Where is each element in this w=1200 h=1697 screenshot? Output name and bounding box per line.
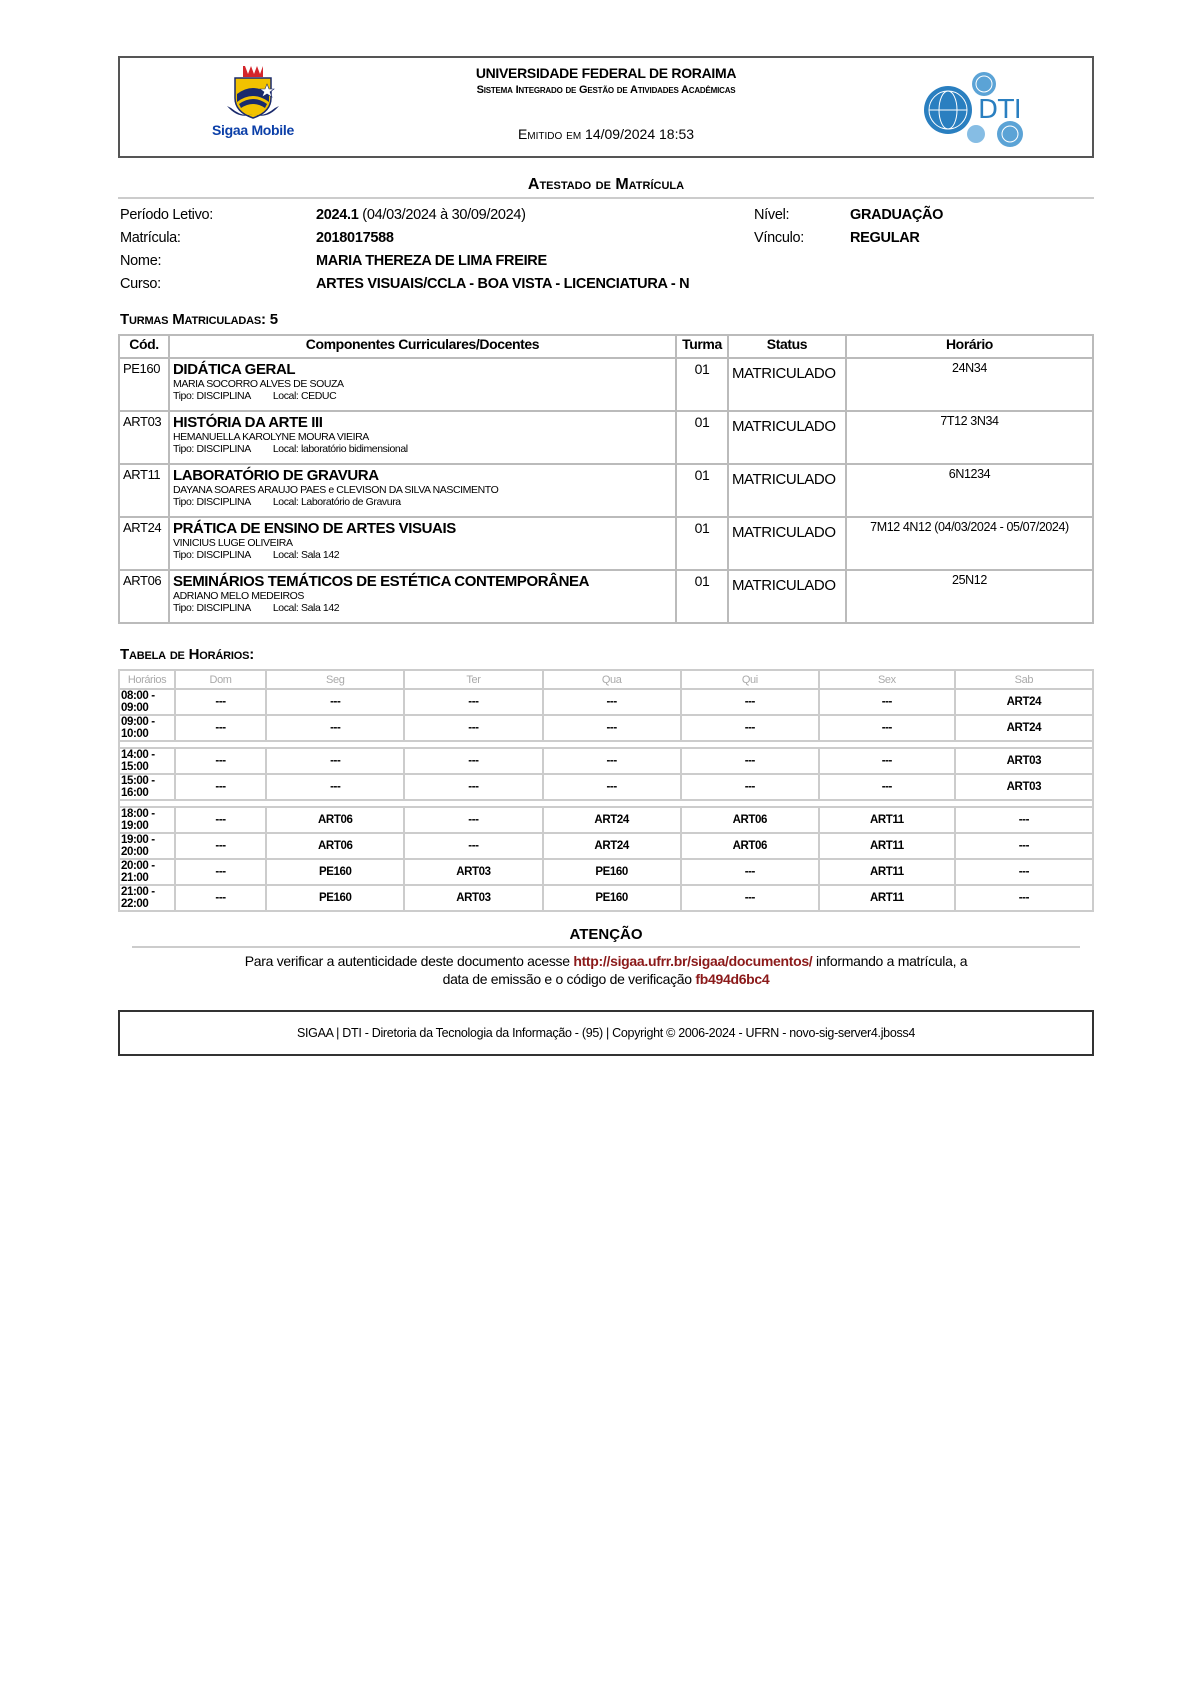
horarios-row	[119, 807, 1093, 833]
schedule-cell: ---	[681, 715, 819, 741]
horarios-row	[119, 859, 1093, 885]
schedule-cell: ---	[266, 774, 404, 800]
componente-name: DIDÁTICA GERAL	[173, 361, 296, 378]
turma-number: 01	[676, 358, 728, 411]
turma-status: MATRICULADO	[728, 358, 846, 411]
document-header	[118, 56, 1094, 158]
schedule-cell: ---	[681, 885, 819, 911]
periodo-value: 2024.1 (04/03/2024 à 30/09/2024)	[316, 207, 526, 223]
schedule-cell: ---	[955, 833, 1093, 859]
turma-horario: 7T12 3N34	[846, 411, 1093, 464]
turma-horario: 24N34	[846, 358, 1093, 411]
schedule-cell: PE160	[266, 859, 404, 885]
app-name: Sigaa Mobile	[212, 122, 294, 138]
schedule-cell: PE160	[543, 859, 681, 885]
componente-docente: HEMANUELLA KAROLYNE MOURA VIEIRA	[173, 431, 369, 443]
periodo-label: Período Letivo:	[120, 207, 214, 223]
schedule-cell: ART03	[955, 774, 1093, 800]
schedule-cell: ART11	[819, 859, 955, 885]
col-turma: Turma	[676, 335, 728, 358]
turma-cod: ART03	[119, 411, 169, 464]
attention-title: ATENÇÃO	[569, 926, 643, 943]
time-slot: 15:00 - 16:00	[119, 774, 175, 800]
schedule-cell: ---	[175, 885, 266, 911]
verification-link[interactable]: http://sigaa.ufrr.br/sigaa/documentos/	[573, 953, 813, 969]
schedule-cell: ART06	[266, 807, 404, 833]
turma-componente	[169, 411, 676, 464]
turma-componente	[169, 570, 676, 623]
separator-cell	[119, 800, 1093, 807]
schedule-cell: ---	[266, 689, 404, 715]
schedule-cell: ART06	[266, 833, 404, 859]
horarios-row	[119, 833, 1093, 859]
turma-number: 01	[676, 411, 728, 464]
col-cod: Cód.	[119, 335, 169, 358]
schedule-cell: PE160	[543, 885, 681, 911]
turma-cod: ART24	[119, 517, 169, 570]
col-componentes: Componentes Curriculares/Docentes	[169, 335, 676, 358]
componente-name: LABORATÓRIO DE GRAVURA	[173, 467, 379, 484]
horarios-row	[119, 689, 1093, 715]
schedule-cell: ---	[681, 748, 819, 774]
turma-row	[119, 358, 1093, 411]
vinculo-label: Vínculo:	[754, 230, 804, 246]
col-sab: Sab	[955, 670, 1093, 689]
schedule-cell: ---	[819, 689, 955, 715]
schedule-cell: ART06	[681, 807, 819, 833]
turma-number: 01	[676, 517, 728, 570]
time-slot: 19:00 - 20:00	[119, 833, 175, 859]
col-horario: Horário	[846, 335, 1093, 358]
nivel-label: Nível:	[754, 207, 790, 223]
col-status: Status	[728, 335, 846, 358]
schedule-cell: ---	[175, 774, 266, 800]
horarios-title: Tabela de Horários:	[120, 646, 255, 663]
componente-meta: Tipo: DISCIPLINA Local: CEDUC	[173, 390, 337, 402]
componente-docente: ADRIANO MELO MEDEIROS	[173, 590, 305, 602]
schedule-cell: ART24	[543, 807, 681, 833]
horarios-row	[119, 748, 1093, 774]
student-info	[118, 205, 1094, 297]
schedule-cell: ---	[175, 833, 266, 859]
document-page	[118, 56, 1094, 1056]
schedule-cell: ---	[404, 833, 542, 859]
col-ter: Ter	[404, 670, 542, 689]
schedule-cell: ---	[955, 807, 1093, 833]
col-qui: Qui	[681, 670, 819, 689]
turma-row	[119, 517, 1093, 570]
turma-row	[119, 411, 1093, 464]
schedule-cell: ART11	[819, 885, 955, 911]
componente-name: SEMINÁRIOS TEMÁTICOS DE ESTÉTICA CONTEMPORÂNEA	[173, 573, 590, 590]
turma-cod: PE160	[119, 358, 169, 411]
componente-docente: VINICIUS LUGE OLIVEIRA	[173, 537, 293, 549]
componente-name: PRÁTICA DE ENSINO DE ARTES VISUAIS	[173, 520, 456, 537]
schedule-cell: ---	[175, 748, 266, 774]
time-slot: 14:00 - 15:00	[119, 748, 175, 774]
schedule-cell: ---	[404, 689, 542, 715]
schedule-cell: ---	[266, 715, 404, 741]
turma-horario: 25N12	[846, 570, 1093, 623]
matricula-value: 2018017588	[316, 230, 394, 246]
componente-meta: Tipo: DISCIPLINA Local: Sala 142	[173, 549, 340, 561]
schedule-cell: ---	[543, 689, 681, 715]
time-slot: 18:00 - 19:00	[119, 807, 175, 833]
turma-horario: 7M12 4N12 (04/03/2024 - 05/07/2024)	[846, 517, 1093, 570]
emitted-date: Emitido em 14/09/2024 18:53	[517, 126, 695, 142]
schedule-cell: ---	[404, 774, 542, 800]
componente-name: HISTÓRIA DA ARTE III	[173, 414, 323, 431]
turma-cod: ART06	[119, 570, 169, 623]
col-dom: Dom	[175, 670, 266, 689]
col-qua: Qua	[543, 670, 681, 689]
schedule-cell: ---	[404, 748, 542, 774]
col-horarios: Horários	[119, 670, 175, 689]
turma-status: MATRICULADO	[728, 411, 846, 464]
horarios-separator-row	[119, 741, 1093, 748]
schedule-cell: ---	[404, 715, 542, 741]
schedule-cell: ---	[819, 715, 955, 741]
schedule-cell: ---	[543, 715, 681, 741]
horarios-row	[119, 715, 1093, 741]
schedule-cell: ART03	[404, 859, 542, 885]
componente-meta: Tipo: DISCIPLINA Local: Laboratório de Gravura	[173, 496, 401, 508]
nivel-value: GRADUAÇÃO	[850, 207, 944, 223]
dti-globe-icon	[918, 68, 1036, 150]
turma-horario: 6N1234	[846, 464, 1093, 517]
turma-cod: ART11	[119, 464, 169, 517]
turmas-title: Turmas Matriculadas: 5	[120, 311, 278, 328]
horarios-header-row	[119, 670, 1093, 689]
schedule-cell: ART24	[955, 689, 1093, 715]
dti-logo	[918, 68, 1036, 155]
horarios-row	[119, 774, 1093, 800]
horarios-table	[118, 669, 1094, 912]
schedule-cell: ART24	[543, 833, 681, 859]
schedule-cell: ---	[175, 807, 266, 833]
turma-componente	[169, 464, 676, 517]
schedule-cell: ART11	[819, 807, 955, 833]
system-name: Sistema Integrado de Gestão de Atividades Acadêmicas	[476, 84, 736, 96]
schedule-cell: ---	[819, 774, 955, 800]
ufrr-logo	[188, 64, 318, 138]
university-name: UNIVERSIDADE FEDERAL DE RORAIMA	[475, 65, 737, 81]
turma-row	[119, 570, 1093, 623]
attention-divider	[132, 946, 1080, 948]
turma-row	[119, 464, 1093, 517]
verification-code: fb494d6bc4	[695, 971, 770, 987]
schedule-cell: ---	[681, 689, 819, 715]
turma-status: MATRICULADO	[728, 464, 846, 517]
schedule-cell: ---	[404, 807, 542, 833]
schedule-cell: ---	[681, 859, 819, 885]
time-slot: 08:00 - 09:00	[119, 689, 175, 715]
schedule-cell: ---	[543, 748, 681, 774]
schedule-cell: ---	[955, 859, 1093, 885]
componente-docente: DAYANA SOARES ARAUJO PAES e CLEVISON DA SILVA NASCIMENTO	[173, 484, 499, 496]
col-sex: Sex	[819, 670, 955, 689]
schedule-cell: ---	[543, 774, 681, 800]
schedule-cell: ART11	[819, 833, 955, 859]
turmas-header-row	[119, 335, 1093, 358]
schedule-cell: ART03	[955, 748, 1093, 774]
componente-meta: Tipo: DISCIPLINA Local: laboratório bidimensional	[173, 443, 408, 455]
time-slot: 09:00 - 10:00	[119, 715, 175, 741]
turma-number: 01	[676, 464, 728, 517]
matricula-label: Matrícula:	[120, 230, 181, 246]
curso-value: ARTES VISUAIS/CCLA - BOA VISTA - LICENCIATURA - N	[316, 276, 690, 292]
schedule-cell: ---	[681, 774, 819, 800]
turma-status: MATRICULADO	[728, 517, 846, 570]
schedule-cell: ART06	[681, 833, 819, 859]
document-title: Atestado de Matrícula	[118, 176, 1094, 199]
turmas-table	[118, 334, 1094, 624]
schedule-cell: ---	[955, 885, 1093, 911]
schedule-cell: PE160	[266, 885, 404, 911]
turma-componente	[169, 358, 676, 411]
schedule-cell: ---	[266, 748, 404, 774]
attention-text: Para verificar a autenticidade deste documento acesse http://sigaa.ufrr.br/sigaa/documentos/ informando a matrícula, a data de emissão e o código de verificação fb494d6bc4	[244, 953, 968, 987]
document-footer: SIGAA | DTI - Diretoria da Tecnologia da Informação - (95) | Copyright © 2006-2024 - UFRN - novo-sig-server4.jboss4	[118, 1010, 1094, 1056]
col-seg: Seg	[266, 670, 404, 689]
schedule-cell: ---	[175, 715, 266, 741]
componente-meta: Tipo: DISCIPLINA Local: Sala 142	[173, 602, 340, 614]
schedule-cell: ART24	[955, 715, 1093, 741]
componente-docente: MARIA SOCORRO ALVES DE SOUZA	[173, 378, 344, 390]
schedule-cell: ART03	[404, 885, 542, 911]
turma-componente	[169, 517, 676, 570]
horarios-row	[119, 885, 1093, 911]
horarios-separator-row	[119, 800, 1093, 807]
separator-cell	[119, 741, 1093, 748]
header-center	[320, 65, 892, 142]
nome-label: Nome:	[120, 253, 162, 269]
vinculo-value: REGULAR	[850, 230, 920, 246]
time-slot: 21:00 - 22:00	[119, 885, 175, 911]
time-slot: 20:00 - 21:00	[119, 859, 175, 885]
schedule-cell: ---	[175, 689, 266, 715]
schedule-cell: ---	[819, 748, 955, 774]
turma-number: 01	[676, 570, 728, 623]
schedule-cell: ---	[175, 859, 266, 885]
nome-value: MARIA THEREZA DE LIMA FREIRE	[316, 253, 547, 269]
curso-label: Curso:	[120, 276, 161, 292]
turma-status: MATRICULADO	[728, 570, 846, 623]
ufrr-crest-icon	[223, 64, 283, 120]
svg-text:DTI: DTI	[978, 95, 1022, 125]
